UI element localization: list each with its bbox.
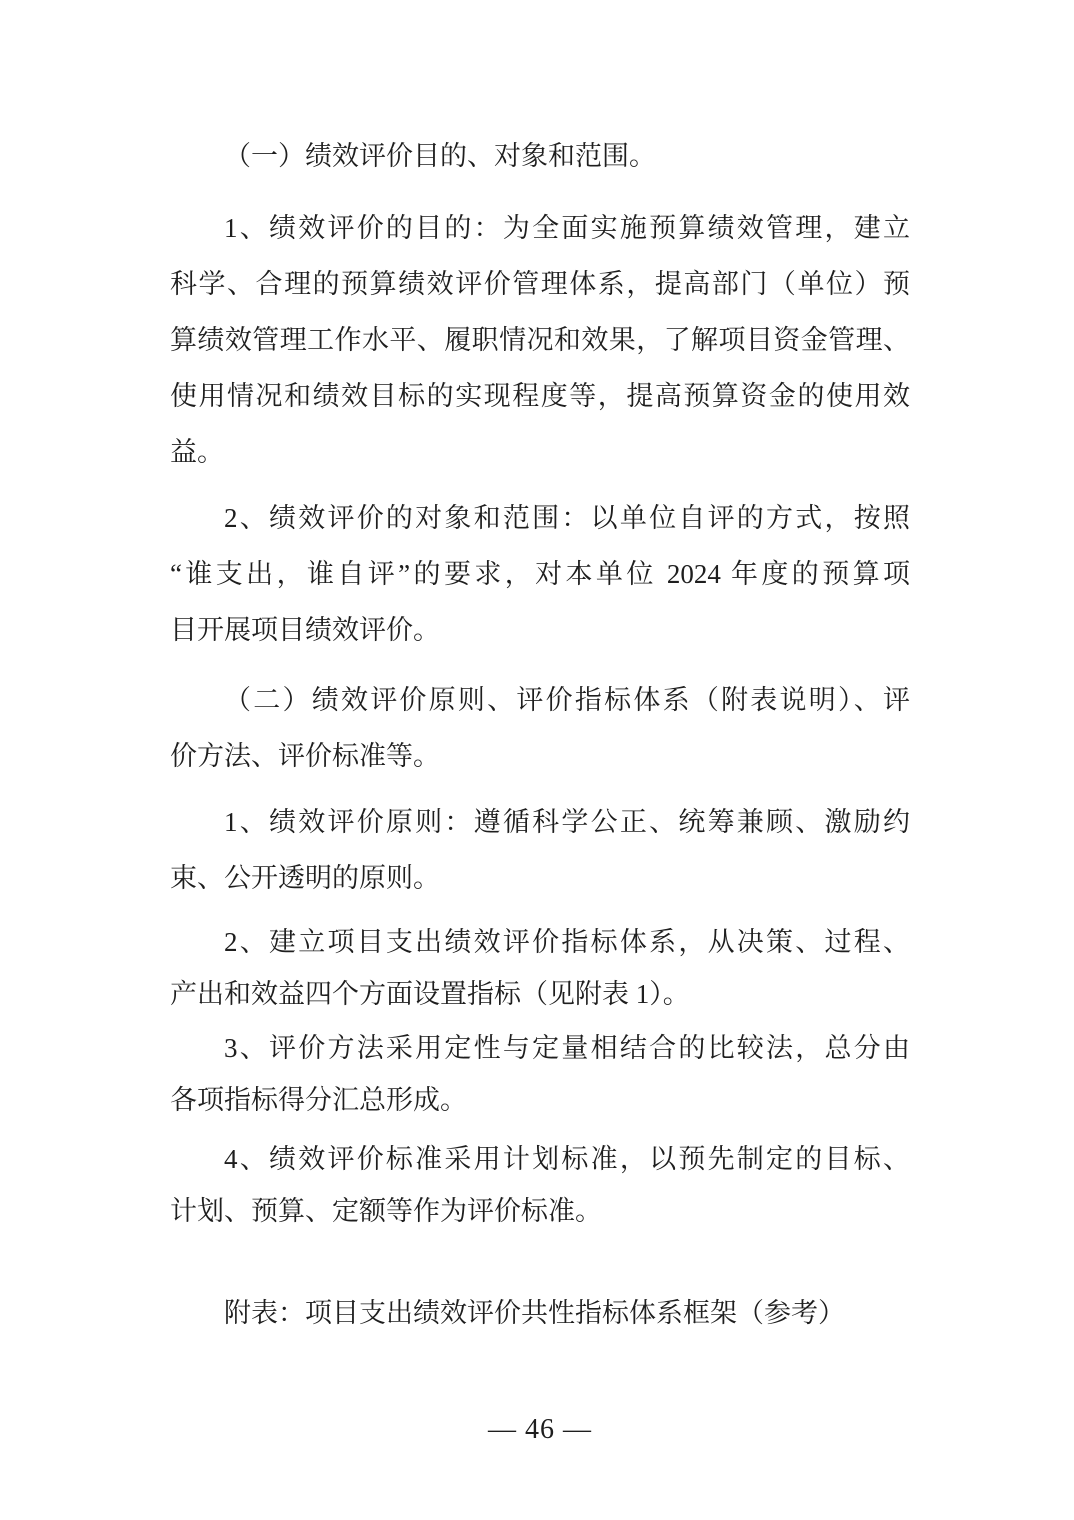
appendix-note xyxy=(170,1285,910,1341)
document-body xyxy=(170,0,910,1447)
paragraph-scope xyxy=(170,490,910,658)
text-line: 使用情况和绩效目标的实现程度等，提高预算资金的使用效 xyxy=(170,381,910,411)
text-line: 算绩效管理工作水平、履职情况和效果，了解项目资金管理、 xyxy=(170,325,910,355)
text-line: 2、绩效评价的对象和范围：以单位自评的方式，按照 xyxy=(224,503,910,533)
text-line: 附表：项目支出绩效评价共性指标体系框架（参考） xyxy=(224,1298,845,1328)
text-line: 益。 xyxy=(170,437,224,467)
paragraph-principles xyxy=(170,794,910,906)
text-line: 1、绩效评价原则：遵循科学公正、统筹兼顾、激励约 xyxy=(224,807,910,837)
text-line: 计划、预算、定额等作为评价标准。 xyxy=(170,1196,602,1226)
text-line: 1、绩效评价的目的：为全面实施预算绩效管理，建立 xyxy=(224,213,910,243)
text-line: 各项指标得分汇总形成。 xyxy=(170,1085,467,1115)
text-line: 价方法、评价标准等。 xyxy=(170,741,440,771)
page-number: — 46 — xyxy=(488,1414,592,1445)
paragraph-standard xyxy=(170,1133,910,1237)
paragraph-method xyxy=(170,1022,910,1126)
section-two-heading xyxy=(170,672,910,784)
text-line: （一）绩效评价目的、对象和范围。 xyxy=(224,141,656,171)
text-line: 科学、合理的预算绩效评价管理体系，提高部门（单位）预 xyxy=(170,269,910,299)
text-line: 目开展项目绩效评价。 xyxy=(170,615,440,645)
text-line: 2、建立项目支出绩效评价指标体系，从决策、过程、 xyxy=(224,927,910,957)
text-line: 产出和效益四个方面设置指标（见附表 1）。 xyxy=(170,979,690,1009)
text-line: （二）绩效评价原则、评价指标体系（附表说明）、评 xyxy=(224,685,910,715)
text-line: 4、绩效评价标准采用计划标准，以预先制定的目标、 xyxy=(224,1144,910,1174)
text-line: 束、公开透明的原则。 xyxy=(170,863,440,893)
paragraph-purpose xyxy=(170,200,910,480)
text-line: “谁支出，谁自评”的要求，对本单位 2024 年度的预算项 xyxy=(170,559,910,589)
paragraph-indicator-system xyxy=(170,916,910,1020)
section-one-heading xyxy=(170,128,910,184)
text-line: 3、评价方法采用定性与定量相结合的比较法，总分由 xyxy=(224,1033,910,1063)
